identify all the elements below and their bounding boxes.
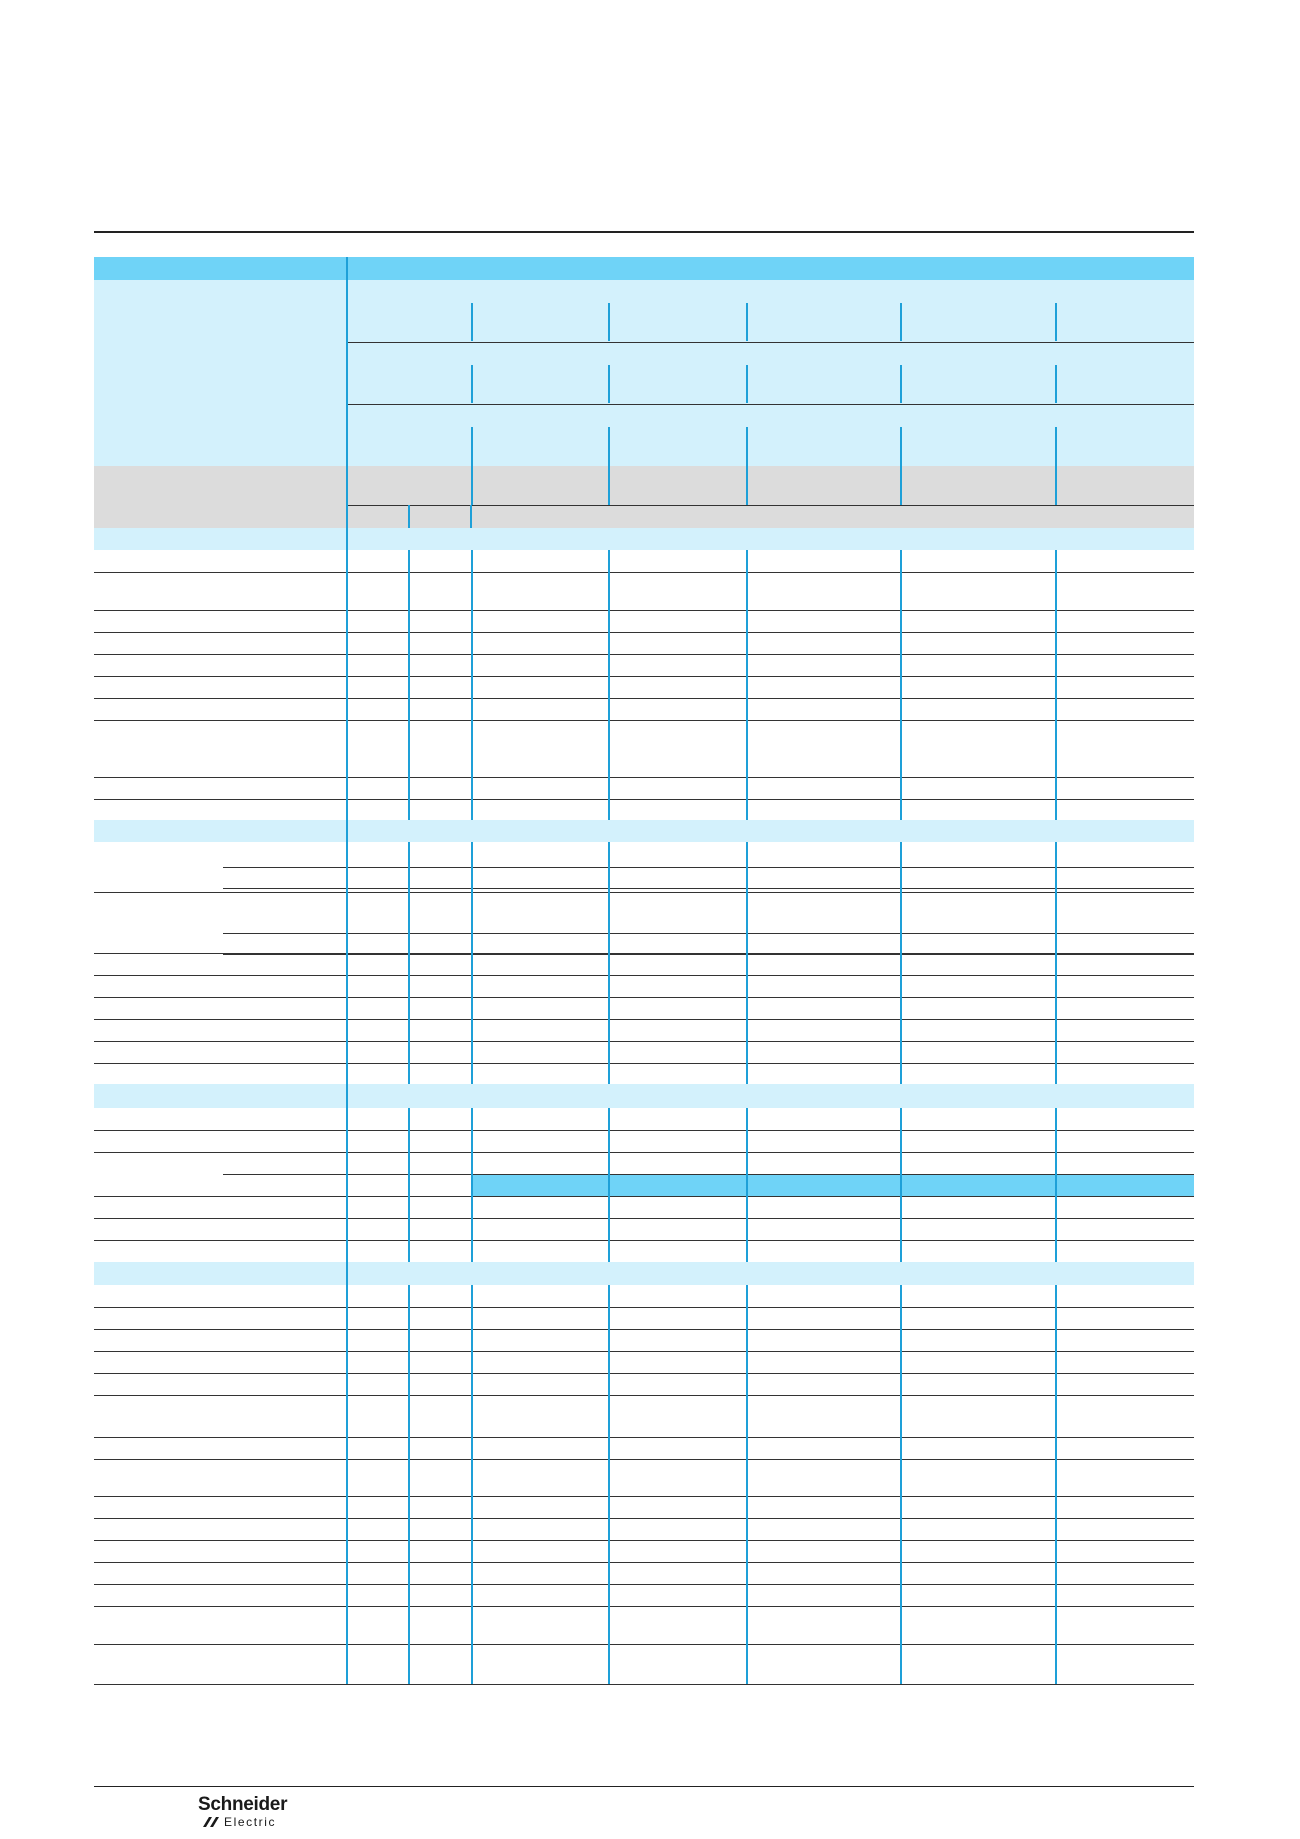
column-line	[1055, 1108, 1057, 1262]
column-line	[408, 505, 410, 528]
sub-row-separator	[223, 933, 1194, 934]
column-line	[746, 550, 748, 820]
column-line	[900, 1108, 902, 1262]
column-line	[408, 1285, 410, 1684]
column-line	[471, 365, 473, 403]
column-line	[608, 1285, 610, 1684]
sub-row-separator	[223, 867, 1194, 868]
column-line	[471, 1285, 473, 1684]
column-line	[346, 550, 348, 820]
column-line	[746, 1285, 748, 1684]
row-separator	[94, 1218, 1194, 1219]
logo-text-electric	[198, 1816, 287, 1828]
logo-electric-word: Electric	[224, 1815, 277, 1829]
column-line	[408, 1108, 410, 1262]
row-separator	[94, 1063, 1194, 1064]
column-line	[408, 842, 410, 1084]
bottom-rule	[94, 1786, 1194, 1787]
row-separator	[94, 1562, 1194, 1563]
column-line	[346, 1285, 348, 1684]
row-separator	[94, 1437, 1194, 1438]
row-separator	[94, 799, 1194, 800]
column-line	[1055, 1285, 1057, 1684]
row-separator	[94, 1459, 1194, 1460]
header-grey-row	[94, 466, 1194, 528]
row-separator	[94, 1196, 1194, 1197]
logo-text-schneider: Schneider	[198, 1794, 288, 1815]
row-separator	[94, 1584, 1194, 1585]
column-line	[608, 365, 610, 403]
column-line	[608, 550, 610, 820]
column-line	[746, 365, 748, 403]
column-line	[900, 303, 902, 341]
row-separator	[94, 777, 1194, 778]
column-line	[746, 427, 748, 505]
column-line	[471, 427, 473, 505]
column-line	[608, 1108, 610, 1262]
row-separator	[94, 1684, 1194, 1685]
column-line	[900, 1285, 902, 1684]
column-line	[1055, 303, 1057, 341]
column-line	[746, 303, 748, 341]
column-line	[471, 303, 473, 341]
column-line	[608, 303, 610, 341]
column-line	[1055, 842, 1057, 1084]
header-line	[347, 404, 1194, 405]
row-separator	[94, 1351, 1194, 1352]
column-line	[346, 842, 348, 1084]
column-line	[471, 842, 473, 1084]
row-separator	[94, 610, 1194, 611]
sub-row-separator	[223, 888, 1194, 889]
row-separator	[94, 698, 1194, 699]
column-line	[900, 427, 902, 505]
row-separator	[94, 1019, 1194, 1020]
row-separator	[94, 997, 1194, 998]
column-line	[470, 505, 472, 528]
row-separator	[94, 1329, 1194, 1330]
header-line	[347, 342, 1194, 343]
section-band-2	[94, 820, 1194, 842]
column-line	[608, 842, 610, 1084]
sub-row-separator	[223, 1174, 1194, 1175]
row-separator	[94, 1606, 1194, 1607]
column-line	[408, 550, 410, 820]
column-line	[608, 427, 610, 505]
header-area	[94, 280, 1194, 466]
section-band-4	[94, 1262, 1194, 1285]
row-separator	[94, 572, 1194, 573]
top-rule	[94, 231, 1194, 233]
row-separator	[94, 1518, 1194, 1519]
column-line	[1055, 427, 1057, 505]
row-separator	[94, 1540, 1194, 1541]
row-separator	[94, 1644, 1194, 1645]
row-separator	[94, 1373, 1194, 1374]
column-line	[1055, 550, 1057, 820]
row-separator	[94, 1240, 1194, 1241]
column-line	[1055, 365, 1057, 403]
row-separator	[94, 676, 1194, 677]
row-separator	[94, 1152, 1194, 1153]
row-separator	[94, 1395, 1194, 1396]
column-line	[900, 842, 902, 1084]
column-line	[900, 550, 902, 820]
header-bar	[94, 257, 1194, 280]
section-band-3	[94, 1084, 1194, 1108]
row-separator	[94, 1041, 1194, 1042]
row-separator	[94, 720, 1194, 721]
section-band-1	[94, 528, 1194, 550]
column-line	[471, 1108, 473, 1262]
row-separator	[94, 1496, 1194, 1497]
schneider-electric-logo	[198, 1795, 287, 1828]
row-separator	[94, 1130, 1194, 1131]
sub-row-separator	[223, 954, 1194, 955]
column-line	[900, 365, 902, 403]
row-separator	[94, 1307, 1194, 1308]
column-line	[471, 550, 473, 820]
row-separator	[94, 654, 1194, 655]
column-line	[746, 1108, 748, 1262]
row-separator	[94, 632, 1194, 633]
logo-mark-icon	[201, 1815, 221, 1829]
column-line	[346, 1108, 348, 1262]
column-line	[746, 842, 748, 1084]
header-line	[347, 505, 1194, 506]
highlight-row	[472, 1174, 1194, 1196]
row-separator	[94, 975, 1194, 976]
row-separator	[94, 892, 1194, 893]
